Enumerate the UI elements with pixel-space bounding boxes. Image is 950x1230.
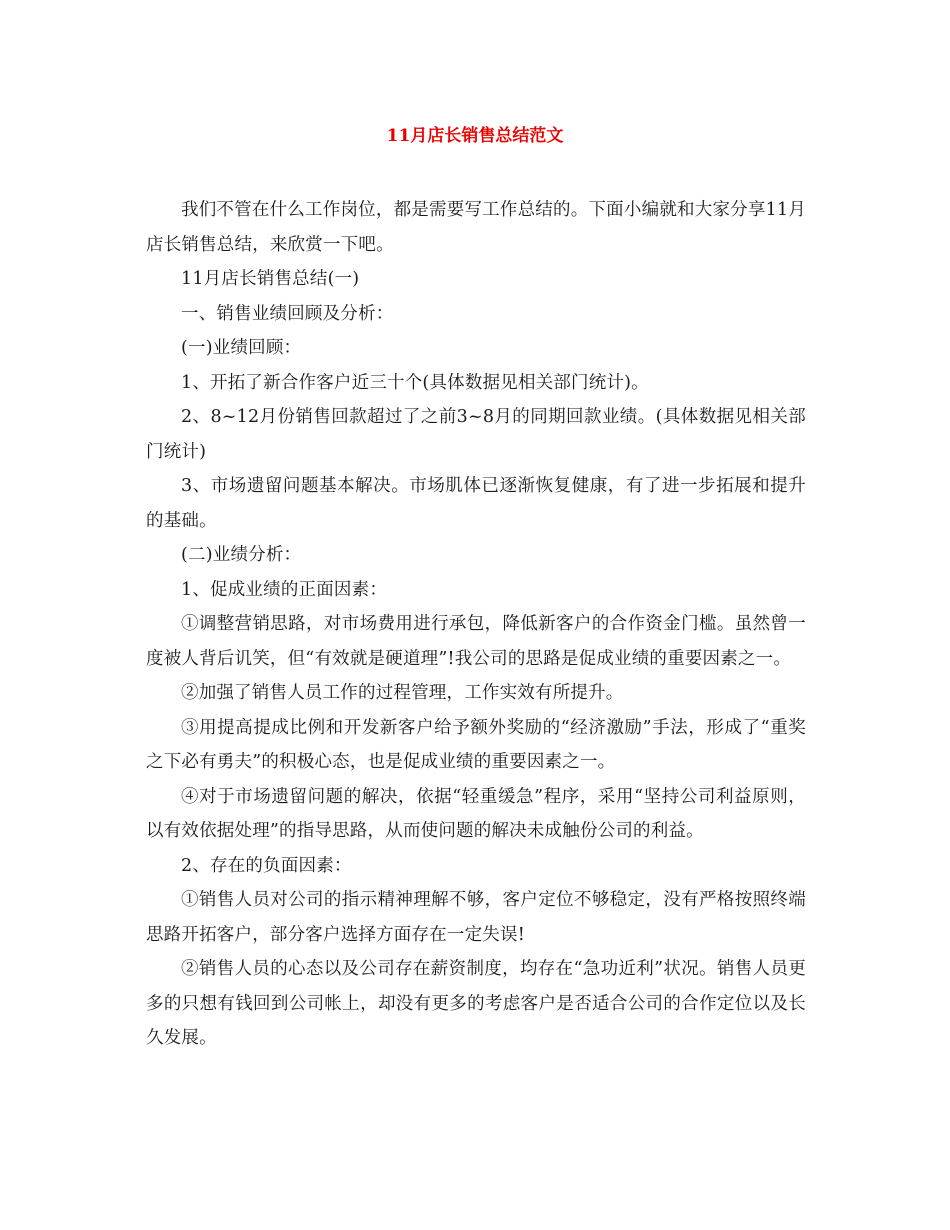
document-body (146, 193, 806, 1056)
paragraph-heading-negative-factors: 2、存在的负面因素： (181, 855, 352, 876)
paragraph-negative-1: ①销售人员对公司的指示精神理解不够，客户定位不够稳定，没有严格按照终端思路开拓客户，部分客户选择方面存在一定失误! (146, 890, 806, 945)
paragraph-positive-3: ③用提高提成比例和开发新客户给予额外奖励的“经济激励”手法，形成了“重奖之下必有勇夫”的积极心态，也是促成业绩的重要因素之一。 (146, 717, 806, 772)
paragraph-review-item-1: 1、开拓了新合作客户近三十个(具体数据见相关部门统计)。 (181, 372, 649, 393)
paragraph-heading-analysis: (二)业绩分析： (181, 545, 302, 565)
paragraph-positive-4: ④对于市场遗留问题的解决，依据“轻重缓急”程序，采用“坚持公司利益原则，以有效依据处理”的指导思路，从而使问题的解决未成触份公司的利益。 (146, 786, 806, 841)
paragraph-review-item-2: 2、8~12月份销售回款超过了之前3~8月的同期回款业绩。(具体数据见相关部门统计) (146, 407, 806, 462)
paragraph-positive-1: ①调整营销思路，对市场费用进行承包，降低新客户的合作资金门槛。虽然曾一度被人背后讥笑，但“有效就是硬道理”!我公司的思路是促成业绩的重要因素之一。 (146, 614, 806, 669)
paragraph-intro: 我们不管在什么工作岗位，都是需要写工作总结的。下面小编就和大家分享11月店长销售总结，来欣赏一下吧。 (146, 200, 806, 255)
paragraph-positive-2: ②加强了销售人员工作的过程管理，工作实效有所提升。 (181, 683, 624, 703)
paragraph-heading-positive-factors: 1、促成业绩的正面因素： (181, 579, 388, 600)
paragraph-negative-2: ②销售人员的心态以及公司存在薪资制度，均存在“急功近利”状况。销售人员更多的只想有钱回到公司帐上，却没有更多的考虑客户是否适合公司的合作定位以及长久发展。 (146, 959, 806, 1048)
paragraph-review-item-3: 3、市场遗留问题基本解决。市场肌体已逐渐恢复健康，有了进一步拓展和提升的基础。 (146, 476, 806, 531)
document-title: 11月店长销售总结范文 (386, 126, 564, 146)
paragraph-section-heading: 11月店长销售总结(一) (181, 269, 360, 289)
paragraph-heading-review: (一)业绩回顾： (181, 338, 302, 358)
paragraph-heading-review-analysis: 一、销售业绩回顾及分析： (181, 303, 394, 324)
